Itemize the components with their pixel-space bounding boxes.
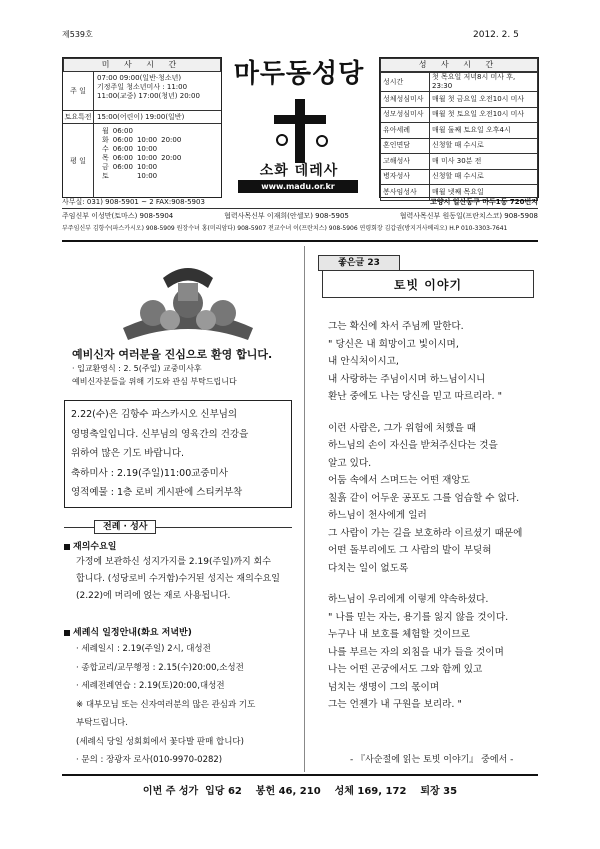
sacrament-name: 봉사임성사 [381,185,430,201]
weekday-day: 토 [102,172,109,180]
notice-line: 축하미사 : 2.19(주일)11:00교중미사 [71,467,228,479]
priest-contact: 협력사목신부 원동일(프란치스코) 908-5908 [399,212,538,220]
weekday-label: 평 일 [63,124,94,198]
cross-logo [262,95,342,165]
sacrament-schedule-heading: 성 사 시 간 [380,58,538,72]
article-gap [328,577,538,591]
sacrament-time: 신청할 때 수시로 [430,169,538,185]
article-title: 토빗 이야기 [393,277,463,292]
sacrament-time: 매월 넷째 목요일 [430,185,538,201]
baptism-title: 세례식 일정안내(화요 저녁반) [73,628,192,638]
article-line: 하느님이 천사에게 일러 [328,510,427,521]
notice-line: 영적예물 : 1층 로비 게시판에 스티커부착 [71,487,243,498]
baptism-line: · 문의 : 장광자 로사(010-9970-0282) [76,755,223,765]
weekday-time [159,172,183,181]
sacrament-name: 유아세례 [381,123,430,139]
article-source: - 『사순절에 읽는 토빗 이야기』 중에서 - [350,755,514,765]
weekday-time: 20:00 [161,136,182,144]
weekday-time: 06:00 [112,127,133,135]
sacrament-time: 매월 첫 금요일 오전10시 미사 [430,92,538,108]
sacrament-name: 성시간 [381,73,430,92]
article-gap [328,406,538,420]
article-line: 나를 부르는 자의 외침을 내가 들을 것이며 [328,646,504,658]
issue-date: 2012. 2. 5 [473,30,519,40]
article-line: 하느님이 우리에게 이렇게 약속하셨다. [328,594,489,605]
weekday-table [100,127,183,181]
weekday-time: 10:00 [136,145,158,153]
weekday-day: 금 [102,163,109,171]
article-line: " 나를 믿는 자는, 용기를 잃지 않을 것이다. [328,611,509,623]
priest-contact: 협력사목신부 이재희(안셀모) 908-5905 [224,212,349,220]
article-line: 내 사랑하는 주님이시며 하느님이시니 [328,373,486,385]
article-line: 넘치는 생명이 그의 몫이며 [328,681,440,693]
notice-line: 2.22(수)은 김항수 파스카시오 신부님의 [71,409,238,420]
weekday-time: 20:00 [161,154,182,162]
bullet-icon [64,544,70,550]
sunday-label: 주 일 [63,72,94,110]
welcome-line: · 입교환영식 : 2. 5(주일) 교중미사후 [72,364,202,373]
sacrament-name: 성체성심미사 [381,92,430,108]
footer-divider [62,774,538,776]
baptism-line: 부탁드립니다. [76,718,128,728]
feast-notice [64,400,292,508]
column-divider [304,246,305,772]
article-line: 내 안식처이시고, [328,356,399,367]
sunday-line: 07:00 09:00(일반·청소년) [97,74,182,82]
sacrament-time: 매월 첫 토요일 오전10시 미사 [430,107,538,123]
sunday-line: 기정주일 청소년미사 : 11:00 [97,83,188,91]
article-line: 어떤 돌부리에도 그 사람의 발이 부딪혀 [328,545,492,556]
welcome-illustration [118,258,258,343]
priest-contact: 주임신부 이성만(토마스) 908-5904 [62,212,174,220]
sacrament-time: 신청할 때 수시로 [430,138,538,154]
weekday-time: 10:00 [136,154,158,162]
mass-schedule-heading: 미 사 시 간 [63,58,221,72]
article-body [328,318,538,714]
contact-block [62,198,538,233]
notice-line: 위하여 많은 기도 바랍니다. [71,448,185,459]
hymn-info: 이번 주 성가 입당 62 봉헌 46, 210 성체 169, 172 퇴장 35 [142,786,458,797]
sacrament-name: 성모성심미사 [381,107,430,123]
welcome-line: 예비신자분들을 위해 기도와 관심 부탁드립니다 [72,377,237,386]
office-phone: 사무실: 031) 908-5901 ~ 2 FAX:908-5903 [62,198,205,206]
article-line: 환난 중에도 나는 당신을 믿고 따르리라. " [328,391,503,402]
article-line: 칠흙 같이 어두운 공포도 그를 엄습할 수 없다. [328,492,520,504]
weekday-time: 06:00 [112,145,133,153]
ash-line: 합니다. (성당로비 수거함)수거된 성지는 재의수요일 [76,574,280,584]
article-title-box [322,270,534,298]
article-line: 어둠 속에서 스며드는 어떤 재앙도 [328,475,470,486]
ash-line: (2.22)에 머리에 얹는 재로 사용됩니다. [76,591,231,601]
baptism-line: · 종합교리/교무행정 : 2.15(수)20:00,소성전 [76,662,244,673]
ash-title: 재의수요일 [73,542,117,552]
weekday-time: 06:00 [112,136,133,144]
welcome-title: 예비신자 여러분을 진심으로 환영 합니다. [72,348,273,361]
article-line: 하느님의 손이 자신을 받쳐주신다는 것을 [328,440,498,451]
weekday-time: 10:00 [136,136,158,144]
weekday-time: 06:00 [112,163,133,171]
sacrament-name: 고해성사 [381,154,430,170]
baptism-line: ※ 대부모님 또는 신자여러분의 많은 관심과 기도 [76,699,256,710]
article-line: 누구나 내 보호를 체험할 것이므로 [328,629,470,640]
article-line: 그는 언젠가 내 구원을 보리라. " [328,699,462,710]
baptism-section [64,626,298,770]
section-title [64,520,292,534]
ash-section [64,540,298,605]
weekday-time [159,127,183,136]
article-line: 나는 어떤 곤궁에서도 그와 함께 있고 [328,664,483,675]
article-line: 다치는 일이 없도록 [328,562,409,574]
weekday-day: 월 [102,127,109,135]
notice-line: 영명축일입니다. 신부님의 영육간의 건강을 [71,428,249,440]
weekday-day: 수 [102,145,109,153]
weekday-time [159,163,183,172]
weekday-day: 목 [102,154,109,162]
section-title-label: 전례 · 성사 [94,520,156,534]
baptism-line: · 세례전례연습 : 2.19(토)20:00,대성전 [76,681,225,691]
sacrament-time: 첫 목요일 저녁8시 미사 후, 23:30 [430,73,538,92]
parish-address: 고양시 일산동구 마두1동 720번지 [430,198,538,206]
patron-name: 소화 데레사 [259,163,339,179]
website-link[interactable]: www.madu.or.kr [238,180,358,193]
welcome-text [72,362,237,388]
article-line: " 당신은 내 희망이고 빛이시며, [328,338,459,350]
sacrament-time: 매 미사 30분 전 [430,154,538,170]
baptism-line: · 세례일시 : 2.19(주일) 2시, 대성전 [76,644,211,654]
sunday-line: 11:00(교중) 17:00(청년) 20:00 [97,92,200,100]
weekday-time [111,172,135,181]
column-label: 좋은글 23 [318,255,400,271]
article-line: 그는 확신에 차서 주님께 말한다. [328,321,464,332]
issue-number: 제539호 [62,30,93,39]
sacrament-time: 매월 둘째 토요일 오후4시 [430,123,538,139]
weekday-time [159,145,183,154]
sacrament-schedule [379,57,539,198]
baptism-line: (세례식 당일 성회회에서 꽃다발 판매 합니다) [76,736,244,747]
weekday-day: 화 [102,136,109,144]
weekday-time: 06:00 [112,154,133,162]
saturday-label: 토요특전 [63,111,94,123]
weekday-time [135,127,159,136]
article-line: 알고 있다. [328,457,372,469]
header-divider [62,240,538,242]
mass-schedule [62,57,222,198]
article-line: 그 사람이 가는 길을 보호하라 이르셨기 때문에 [328,527,523,539]
parish-title: 마두동성당 [233,59,365,89]
article-line: 이런 사람은, 그가 위험에 처했을 때 [328,422,477,434]
sacrament-name: 병자성사 [381,169,430,185]
sacrament-name: 혼인면담 [381,138,430,154]
staff-contact: 부주임신부 김항수(파스카시오) 908-5909 원장수녀 홍(미리암다) 908-5907 전교수녀 이(프란치스) 908-5906 연령회장 김갑권(방지거사베리오) H.P 010-3303-7641 [62,225,508,232]
weekday-time: 10:00 [136,163,158,171]
weekday-time: 10:00 [136,172,158,180]
sacrament-table [380,72,538,201]
ash-line: 가정에 보관하신 성지가지를 2.19(주일)까지 회수 [76,557,271,567]
bullet-icon [64,630,70,636]
saturday-line: 15:00(어린이) 19:00(일반) [97,113,185,121]
